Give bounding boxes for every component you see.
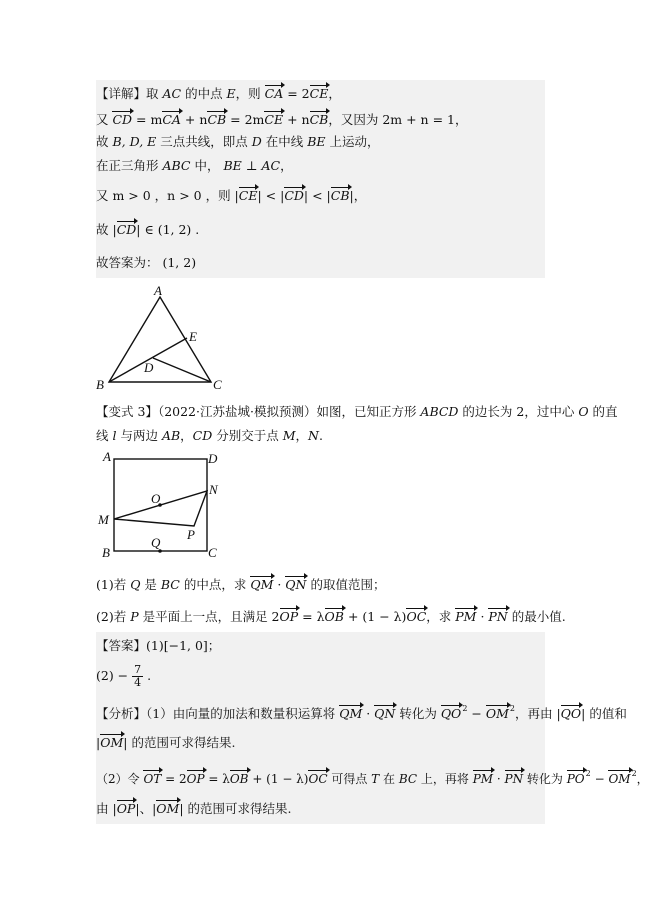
detail-line-5: 又 m > 0 ，n > 0 ，则 |CE| < |CD| < |CB|， (96, 188, 367, 203)
answer-line-1: 【答案】(1)[−1, 0]； (96, 638, 221, 653)
label-q: Q (151, 535, 161, 550)
label-b: B (96, 377, 104, 392)
analysis-line-3: （2）令 OT = 2OP = λOB + (1 − λ)OC 可得点 T 在 BC 上，再将 PM · PN 转化为 $PO^2 - OM^2$， (96, 769, 649, 786)
label-e: E (189, 329, 197, 344)
detail-line-3: 故 B, D, E 三点共线，即点 D 在中线 BE 上运动， (96, 134, 380, 149)
detail-line-1: 【详解】取 AC 的中点 E，则 CA = 2CE， (96, 86, 341, 101)
triangle-mnp (114, 491, 207, 526)
detail-line-4: 在正三角形 ABC 中， BE ⊥ AC， (96, 158, 293, 173)
detail-line-7: 故答案为： (1, 2) (96, 255, 197, 270)
answer-line-2: (2) − $\frac{7}{4}$ . (96, 663, 152, 689)
square-figure (94, 447, 234, 561)
analysis-line-2: |OM| 的范围可求得结果. (96, 735, 236, 750)
label-d: D (208, 451, 218, 466)
label-p: P (187, 527, 195, 542)
variant-line-1: 【变式 3】（2022·江苏盐城·模拟预测）如图，已知正方形 ABCD 的边长为 2，过中心 O 的直 (96, 404, 618, 419)
question-2: (2)若 P 是平面上一点，且满足 2OP = λOB + (1 − λ)OC，求 PM · PN 的最小值. (96, 609, 566, 624)
triangle-figure (95, 283, 235, 393)
label-d: D (144, 360, 154, 375)
label-b: B (102, 545, 110, 560)
label-c: C (213, 377, 222, 392)
label-a: A (103, 449, 111, 464)
label-m: M (98, 512, 109, 527)
answer-panel (96, 632, 545, 824)
analysis-line-4: 由 |OP|、|OM| 的范围可求得结果. (96, 801, 292, 816)
label-a: A (154, 283, 162, 298)
detail-line-6: 故 |CD| ∈ (1, 2) . (96, 222, 200, 237)
segment-cd (153, 358, 211, 382)
variant-line-2: 线 l 与两边 AB，CD 分别交于点 M，N. (96, 428, 323, 443)
question-1: (1)若 Q 是 BC 的中点，求 QM · QN 的取值范围； (96, 577, 386, 592)
label-c: C (208, 545, 217, 560)
answer-tag: 【答案】 (96, 638, 147, 653)
label-n: N (209, 482, 218, 497)
analysis-tag: 【分析】 (96, 706, 147, 721)
label-o: O (151, 491, 161, 506)
detail-tag: 【详解】 (96, 86, 147, 101)
fraction: $\frac{7}{4}$ (134, 663, 142, 689)
detail-line-2: 又 CD = mCA + nCB = 2mCE + nCB，又因为 2m + n = 1， (96, 112, 468, 127)
analysis-line-1: 【分析】（1）由向量的加法和数量积运算将 QM · QN 转化为 $QO^2 - OM^2$，再由 |QO| 的值和 (96, 704, 627, 721)
variant-tag: 【变式 3】 (96, 404, 158, 419)
